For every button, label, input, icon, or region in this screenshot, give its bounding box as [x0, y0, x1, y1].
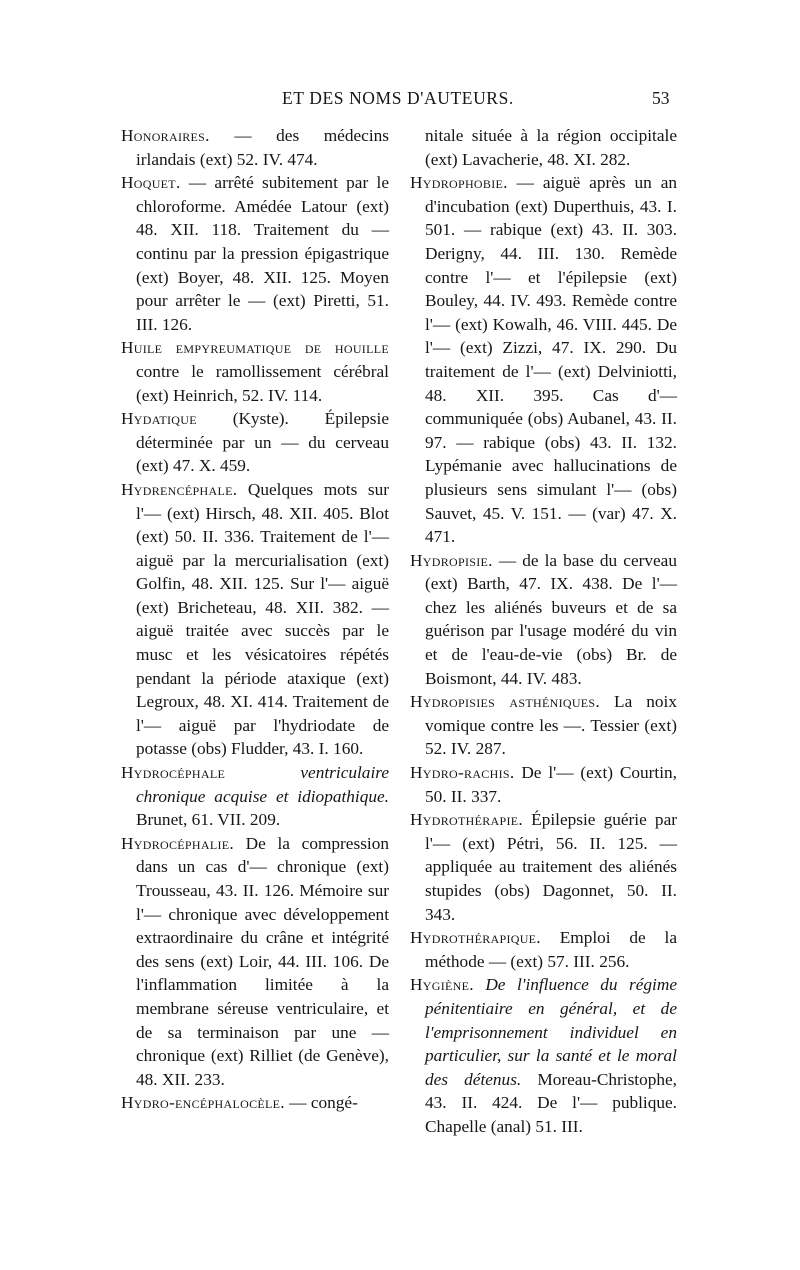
entry-text: — arrêté subitement par le chloroforme. Amédée Latour (ext) 48. XII. 118. Traitement du — continu par la pression épigastrique (ext) Boyer, 48. XII. 125. Moyen pour arrêter le — (ext) Piretti, 51. III. 126. — [136, 173, 389, 334]
entry-text: — de la base du cerveau (ext) Barth, 47. IX. 438. De l'— chez les aliénés buveurs et de sa guérison par l'usage modéré du vin et de l'eau-de-vie (obs) Br. de Boismont, 44. IV. 483. — [425, 550, 677, 688]
entry-headword: Hydrocéphalie. — [121, 833, 234, 853]
entry-headword: Hydropisie. — [410, 550, 493, 570]
entry-headword: Hygiène. — [410, 975, 474, 995]
entry-text: La noix vomique contre les —. Tessier (ext) 52. IV. 287. — [425, 692, 677, 759]
entry-text: contre le ramollissement cérébral (ext) Heinrich, 52. IV. 114. — [136, 361, 389, 405]
entry-headword: Hydrencéphale. — [121, 479, 238, 499]
entry-headword: Hydrothérapie. — [410, 810, 523, 830]
entry-text: Brunet, 61. VII. 209. — [136, 810, 281, 830]
entry-text: Emploi de la méthode — (ext) 57. III. 256. — [425, 928, 677, 971]
index-entry — [410, 973, 677, 1138]
index-column-left — [121, 124, 389, 1115]
entry-headword: Huile empyreumatique de houille — [121, 338, 389, 358]
index-entry — [121, 336, 389, 407]
index-entry — [121, 407, 389, 478]
entry-headword: Hydrothérapique. — [410, 928, 541, 948]
entry-text: nitale située à la région occipitale (ext) Lavacherie, 48. XI. 282. — [425, 126, 677, 169]
index-entry — [121, 832, 389, 1092]
entry-text: De la compression dans un cas d'— chronique (ext) Trousseau, 43. II. 126. Mémoire sur l'— chronique avec développement extraordinaire du crâne et intégrité des sens (ext) Loir, 44. III. 106. De l'inflammation limitée à la membrane séreuse ventriculaire, et de sa terminaison par une — chronique (ext) Rilliet (de Genève), 48. XII. 233. — [136, 833, 389, 1089]
entry-italic-title: ventriculaire chronique acquise et idiopathique. — [136, 763, 389, 806]
index-entry — [410, 761, 677, 808]
entry-text: — aiguë après un an d'incubation (ext) Duperthuis, 43. I. 501. — rabique (ext) 43. II. 303. Derigny, 44. III. 130. Remède contre l'— et l'épilepsie (ext) Bouley, 44. IV. 493. Remède contre l'— (ext) Kowalh, 46. VIII. 445. De l'— (ext) Zizzi, 47. IX. 290. Du traitement de l'— (ext) Delviniotti, 48. XII. 395. Cas d'— communiquée (obs) Aubanel, 43. II. 97. — rabique (obs) 43. II. 132. Lypémanie avec hallucinations de plusieurs sens simulant l'— (obs) Sauvet, 45. V. 151. — (var) 47. X. 471. — [425, 173, 677, 547]
index-entry — [410, 690, 677, 761]
entry-text: — des médecins irlandais (ext) 52. IV. 474. — [136, 126, 389, 169]
entry-headword: Hydro-rachis. — [410, 763, 515, 783]
index-entry-continuation — [410, 124, 677, 171]
running-head — [0, 88, 800, 118]
entry-headword: Hydro-encéphalocèle. — [121, 1093, 285, 1113]
entry-text: Quelques mots sur l'— (ext) Hirsch, 48. XII. 405. Blot (ext) 50. II. 336. Traitement de l'— aiguë par la mercurialisation (ext) Golfin, 48. XII. 125. Sur l'— aiguë (ext) Bricheteau, 48. XII. 382. — aiguë traitée avec succès par le musc et les vésicatoires répétés pendant la période ataxique (ext) Legroux, 48. XI. 414. Traitement de l'— aiguë par l'hydriodate de potasse (obs) Fludder, 43. I. 160. — [136, 479, 389, 759]
index-entry — [410, 549, 677, 691]
entry-headword: Hydrocéphale — [121, 763, 226, 783]
entry-headword: Hydropisies asthéniques. — [410, 692, 601, 712]
entry-headword: Hydatique — [121, 409, 197, 429]
page-number: 53 — [652, 88, 670, 108]
index-column-right — [410, 124, 677, 1139]
entry-text: — congé- — [284, 1093, 358, 1113]
index-entry — [121, 171, 389, 336]
index-entry — [410, 171, 677, 549]
entry-italic-title: De l'influence du régime pénitentiaire en général, et de l'emprisonnement individuel en particulier, sur la santé et le moral des détenus. — [425, 975, 677, 1089]
running-head-title: ET DES NOMS D'AUTEURS. — [282, 88, 514, 108]
entry-headword: Hydrophobie. — [410, 173, 508, 193]
index-entry — [121, 761, 389, 832]
index-entry — [410, 926, 677, 973]
index-entry — [121, 478, 389, 761]
entry-headword: Honoraires. — [121, 126, 210, 145]
entry-text: Épilepsie guérie par l'— (ext) Pétri, 56. II. 125. — appliquée au traitement des aliénés stupides (obs) Dagonnet, 50. II. 343. — [425, 810, 677, 924]
entry-headword: Hoquet. — [121, 173, 181, 193]
index-entry — [121, 124, 389, 171]
index-entry — [121, 1091, 389, 1115]
entry-text: De l'— (ext) Courtin, 50. II. 337. — [425, 763, 677, 806]
entry-text: Moreau-Christophe, 43. II. 424. De l'— publique. Chapelle (anal) 51. III. — [425, 1069, 678, 1136]
entry-text: (Kyste). Épilepsie déterminée par un — du cerveau (ext) 47. X. 459. — [136, 409, 389, 476]
index-entry — [410, 808, 677, 926]
